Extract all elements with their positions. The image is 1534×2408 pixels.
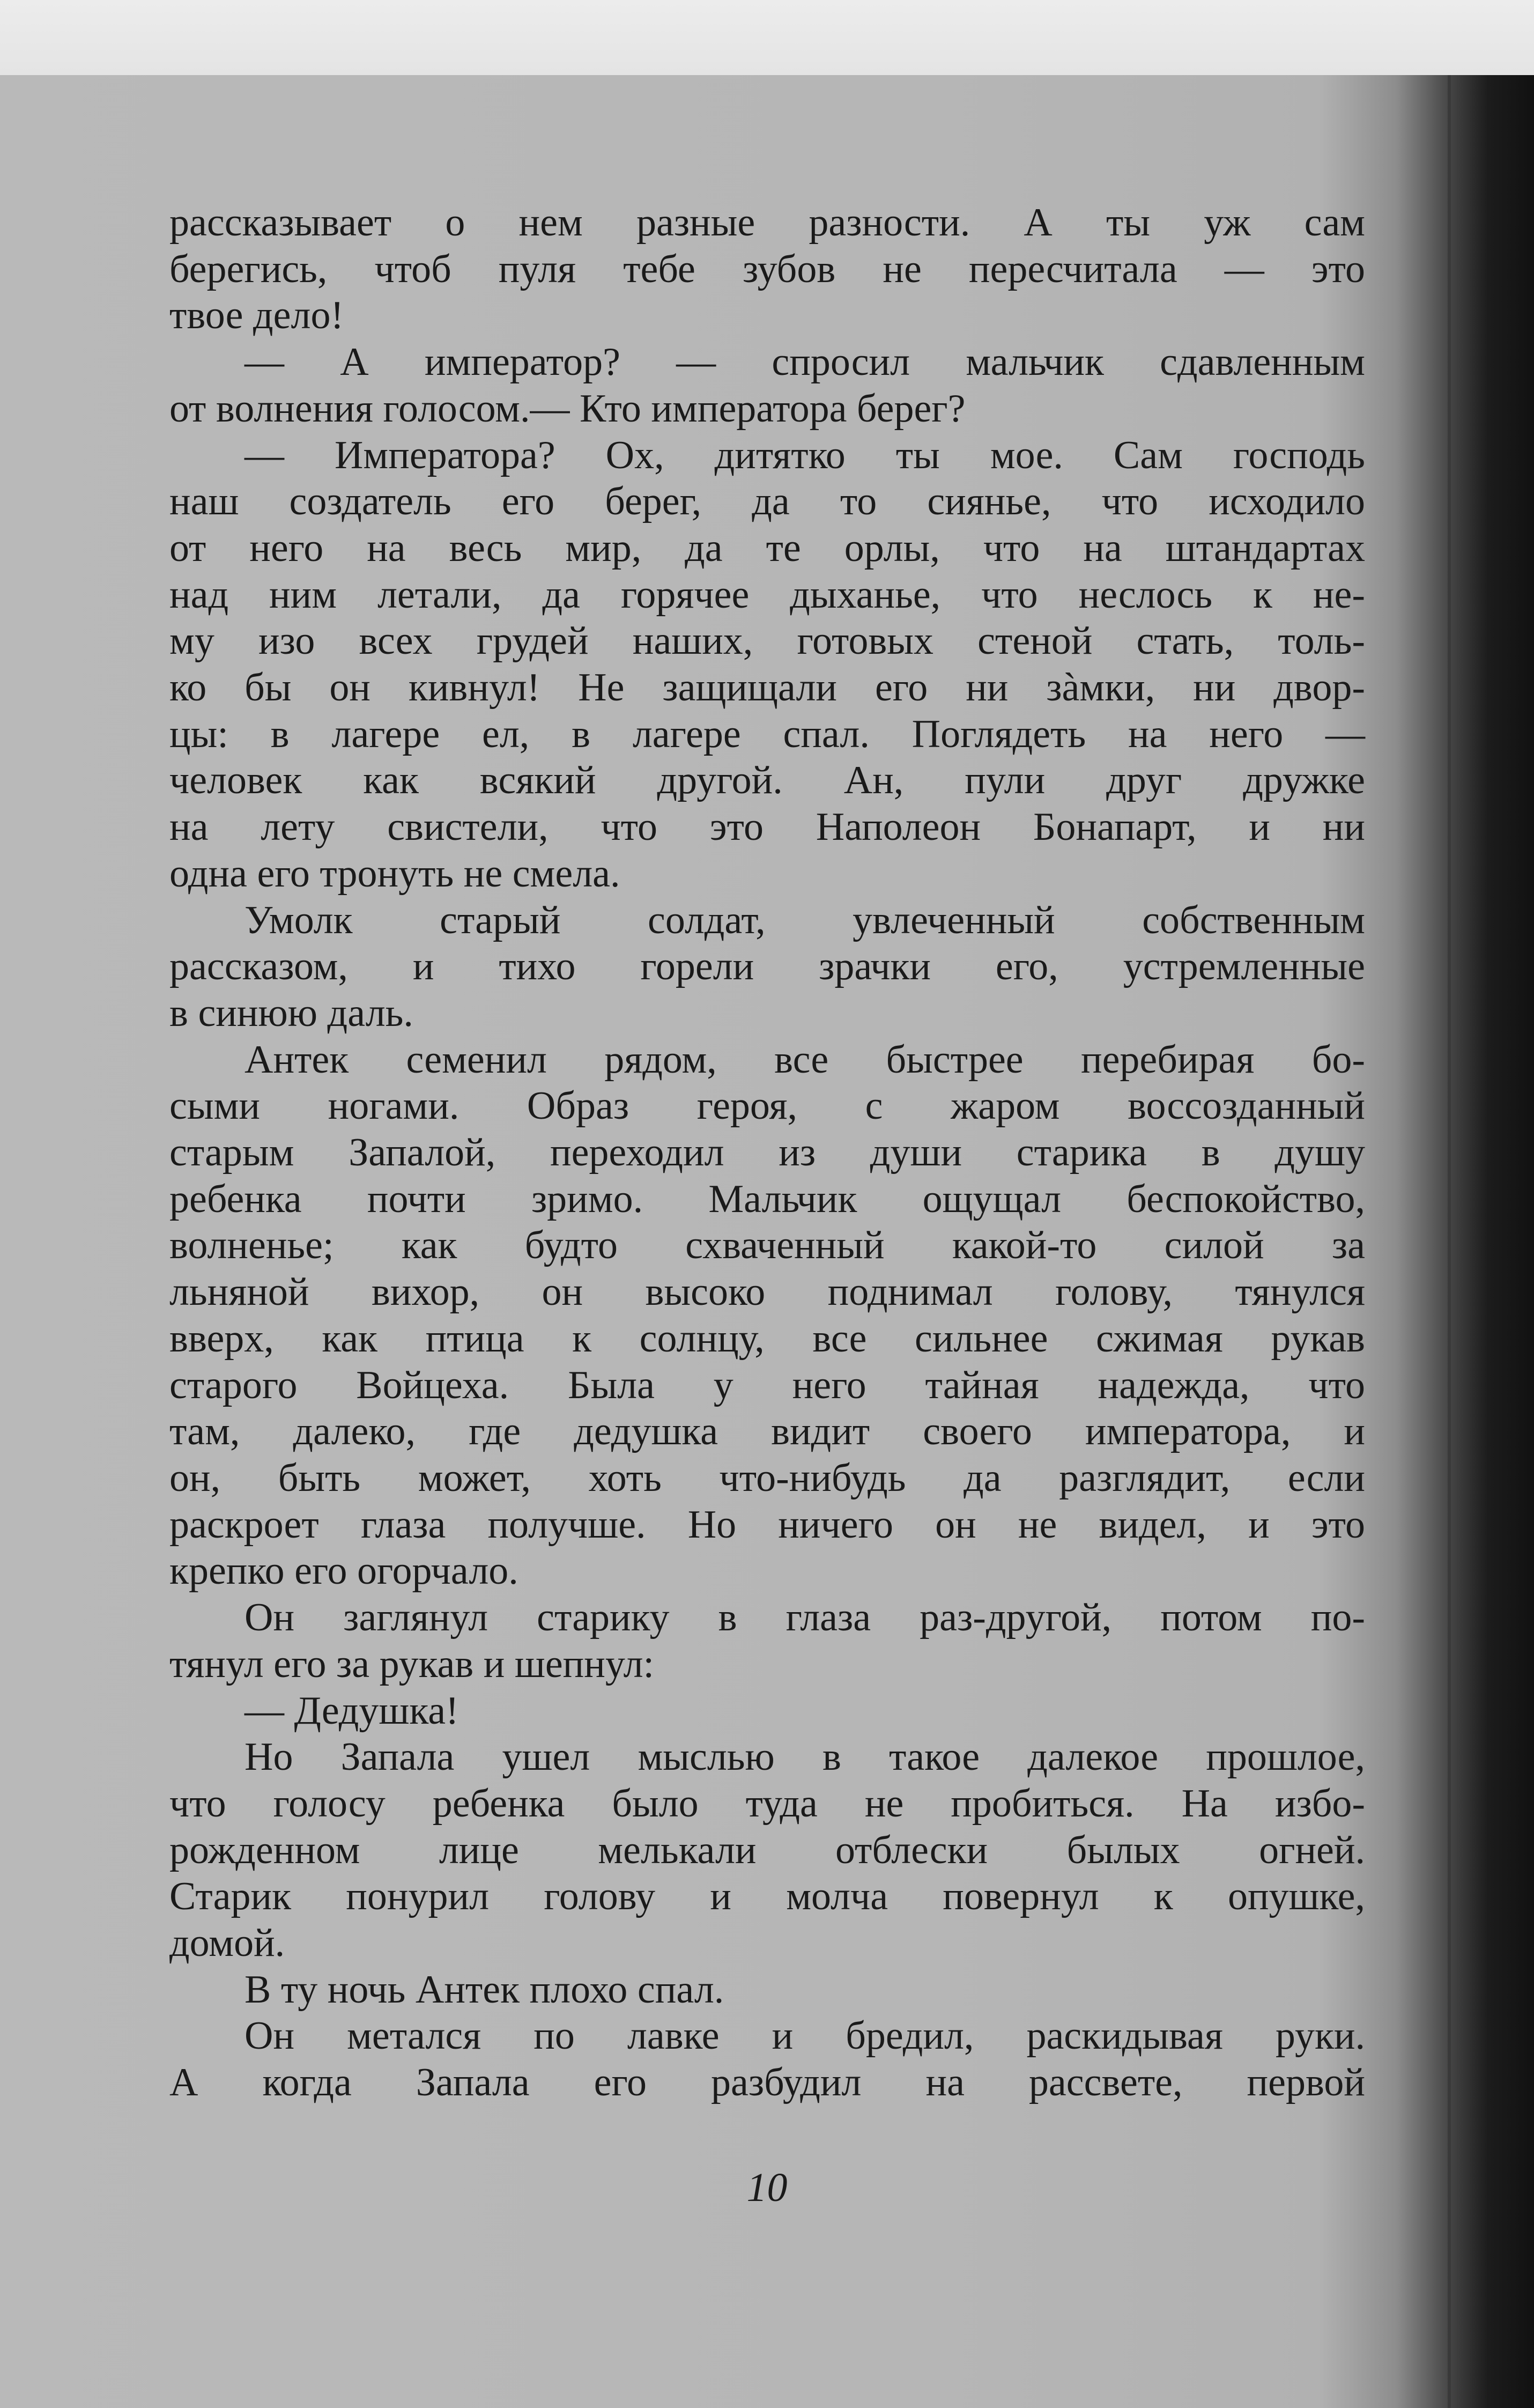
page-number: 10 bbox=[746, 2165, 788, 2210]
text-line: ко бы он кивнул! Не защищали его ни зàмки, ни двор- bbox=[169, 666, 1365, 710]
text-line: что голосу ребенка было туда не пробиться. На избо- bbox=[169, 1781, 1365, 1826]
text-line: домой. bbox=[169, 1921, 285, 1966]
scan-top-margin bbox=[0, 0, 1534, 75]
text-line: одна его тронуть не смела. bbox=[169, 851, 620, 896]
text-line: Он метался по лавке и бредил, раскидывая руки. bbox=[244, 2014, 1365, 2058]
text-line: твое дело! bbox=[169, 293, 344, 338]
text-line: рассказом, и тихо горели зрачки его, устремленные bbox=[169, 944, 1365, 989]
text-line: там, далеко, где дедушка видит своего императора, и bbox=[169, 1409, 1365, 1454]
text-line: вверх, как птица к солнцу, все сильнее сжимая рукав bbox=[169, 1316, 1365, 1361]
text-line: рассказывает о нем разные разности. А ты уж сам bbox=[169, 201, 1365, 245]
text-line: старым Запалой, переходил из души старика в душу bbox=[169, 1131, 1365, 1175]
text-line: на лету свистели, что это Наполеон Бонапарт, и ни bbox=[169, 805, 1365, 850]
text-line: Он заглянул старику в глаза раз-другой, потом по- bbox=[244, 1596, 1365, 1640]
text-line: ребенка почти зримо. Мальчик ощущал беспокойство, bbox=[169, 1177, 1365, 1221]
text-line: сыми ногами. Образ героя, с жаром воссозданный bbox=[169, 1084, 1365, 1128]
text-line: от волнения голосом.— Кто императора берег? bbox=[169, 386, 966, 431]
text-line: над ним летали, да горячее дыханье, что неслось к не- bbox=[169, 572, 1365, 617]
text-line: волненье; как будто схваченный какой-то силой за bbox=[169, 1223, 1365, 1268]
text-line: А когда Запала его разбудил на рассвете, первой bbox=[169, 2060, 1365, 2105]
text-line: крепко его огорчало. bbox=[169, 1549, 518, 1593]
text-line: му изо всех грудей наших, готовых стеной стать, толь- bbox=[169, 619, 1365, 663]
text-line: Но Запала ушел мыслью в такое далекое прошлое, bbox=[244, 1735, 1365, 1779]
page-body-text bbox=[169, 200, 1365, 2106]
text-line: он, быть может, хоть что-нибудь да разглядит, если bbox=[169, 1456, 1365, 1500]
text-line: — Дедушка! bbox=[244, 1688, 459, 1733]
text-line: В ту ночь Антек плохо спал. bbox=[244, 1967, 724, 2012]
text-line: Умолк старый солдат, увлеченный собственным bbox=[244, 898, 1365, 942]
text-line: наш создатель его берег, да то сиянье, что исходило bbox=[169, 479, 1365, 524]
text-line: Антек семенил рядом, все быстрее перебирая бо- bbox=[244, 1037, 1365, 1082]
text-line: Старик понурил голову и молча повернул к опушке, bbox=[169, 1874, 1365, 1919]
text-line: старого Войцеха. Была у него тайная надежда, что bbox=[169, 1363, 1365, 1407]
text-line: льняной вихор, он высоко поднимал голову, тянулся bbox=[169, 1270, 1365, 1314]
text-line: в синюю даль. bbox=[169, 991, 413, 1035]
text-line: — А император? — спросил мальчик сдавленным bbox=[244, 340, 1365, 385]
text-line: раскроет глаза получше. Но ничего он не видел, и это bbox=[169, 1502, 1365, 1547]
text-line: рожденном лице мелькали отблески былых огней. bbox=[169, 1828, 1365, 1872]
text-line: берегись, чтоб пуля тебе зубов не пересчитала — это bbox=[169, 247, 1365, 291]
text-line: тянул его за рукав и шепнул: bbox=[169, 1642, 655, 1686]
text-line: от него на весь мир, да те орлы, что на штандартах bbox=[169, 526, 1365, 570]
text-line: цы: в лагере ел, в лагере спал. Поглядеть на него — bbox=[169, 712, 1365, 756]
text-line: — Императора? Ох, дитятко ты мое. Сам господь bbox=[244, 433, 1365, 477]
book-binding-shadow bbox=[1448, 75, 1451, 2408]
text-line: человек как всякий другой. Ан, пули друг дружке bbox=[169, 758, 1365, 803]
